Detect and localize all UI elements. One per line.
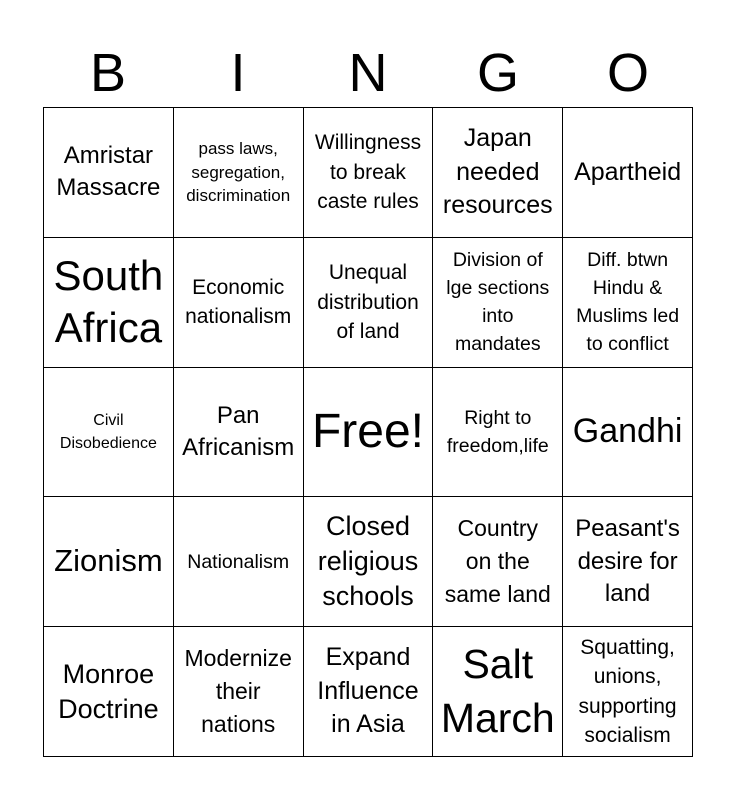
header-letter-g: G bbox=[476, 43, 519, 103]
cell-label: Salt March bbox=[440, 641, 555, 741]
bingo-cell-r5c5[interactable] bbox=[563, 627, 693, 757]
cell-label: Closed religious schools bbox=[317, 511, 419, 612]
bingo-header bbox=[43, 38, 693, 108]
cell-label: Willingness to break caste rules bbox=[314, 131, 422, 214]
cell-label: Economic nationalism bbox=[185, 275, 292, 329]
bingo-cell-r5c4[interactable] bbox=[433, 627, 563, 757]
bingo-grid bbox=[43, 107, 693, 757]
bingo-cell-r1c1[interactable] bbox=[44, 108, 174, 238]
bingo-cell-r1c5[interactable] bbox=[563, 108, 693, 238]
bingo-cell-r5c1[interactable] bbox=[44, 627, 174, 757]
bingo-cell-r3c1[interactable] bbox=[44, 368, 174, 498]
header-letter-n: N bbox=[348, 43, 388, 103]
bingo-cell-r4c3[interactable] bbox=[304, 497, 434, 627]
cell-label: Squatting, unions, supporting socialism bbox=[578, 635, 677, 747]
bingo-cell-r4c2[interactable] bbox=[174, 497, 304, 627]
cell-label: Nationalism bbox=[187, 550, 290, 573]
bingo-cell-r2c4[interactable] bbox=[433, 238, 563, 368]
bingo-cell-r4c5[interactable] bbox=[563, 497, 693, 627]
bingo-cell-r3c2[interactable] bbox=[174, 368, 304, 498]
cell-label: pass laws, segregation, discrimination bbox=[186, 138, 291, 206]
bingo-cell-r2c2[interactable] bbox=[174, 238, 304, 368]
bingo-cell-r1c2[interactable] bbox=[174, 108, 304, 238]
cell-label: Free! bbox=[311, 404, 424, 458]
cell-label: Civil Disobedience bbox=[59, 411, 157, 452]
cell-label: Japan needed resources bbox=[442, 123, 553, 220]
cell-label: Country on the same land bbox=[444, 514, 551, 608]
cell-label: Monroe Doctrine bbox=[58, 658, 159, 724]
cell-label: Modernize their nations bbox=[184, 644, 292, 738]
bingo-cell-r4c1[interactable] bbox=[44, 497, 174, 627]
bingo-cell-r2c1[interactable] bbox=[44, 238, 174, 368]
bingo-cell-r3c5[interactable] bbox=[563, 368, 693, 498]
cell-label: South Africa bbox=[53, 251, 164, 352]
cell-label: Expand Influence in Asia bbox=[317, 642, 419, 739]
header-letter-o: O bbox=[606, 43, 649, 103]
cell-label: Pan Africanism bbox=[182, 401, 295, 461]
bingo-cell-r3c4[interactable] bbox=[433, 368, 563, 498]
bingo-cell-r5c2[interactable] bbox=[174, 627, 304, 757]
header-letter-i: I bbox=[230, 43, 246, 103]
cell-label: Peasant's desire for land bbox=[575, 515, 680, 607]
cell-label: Diff. btwn Hindu & Muslims led to conflict bbox=[576, 248, 680, 356]
cell-label: Gandhi bbox=[572, 412, 683, 451]
bingo-cell-r1c4[interactable] bbox=[433, 108, 563, 238]
bingo-cell-r4c4[interactable] bbox=[433, 497, 563, 627]
cell-label: Zionism bbox=[54, 543, 163, 579]
bingo-cell-free[interactable] bbox=[304, 368, 434, 498]
bingo-cell-r1c3[interactable] bbox=[304, 108, 434, 238]
header-letter-b: B bbox=[89, 43, 127, 103]
bingo-cell-r2c5[interactable] bbox=[563, 238, 693, 368]
cell-label: Apartheid bbox=[574, 157, 682, 186]
cell-label: Division of lge sections into mandates bbox=[446, 248, 550, 356]
cell-label: Unequal distribution of land bbox=[317, 261, 419, 343]
bingo-cell-r2c3[interactable] bbox=[304, 238, 434, 368]
cell-label: Amristar Massacre bbox=[56, 142, 161, 202]
bingo-cell-r5c3[interactable] bbox=[304, 627, 434, 757]
cell-label: Right to freedom,life bbox=[446, 406, 549, 457]
